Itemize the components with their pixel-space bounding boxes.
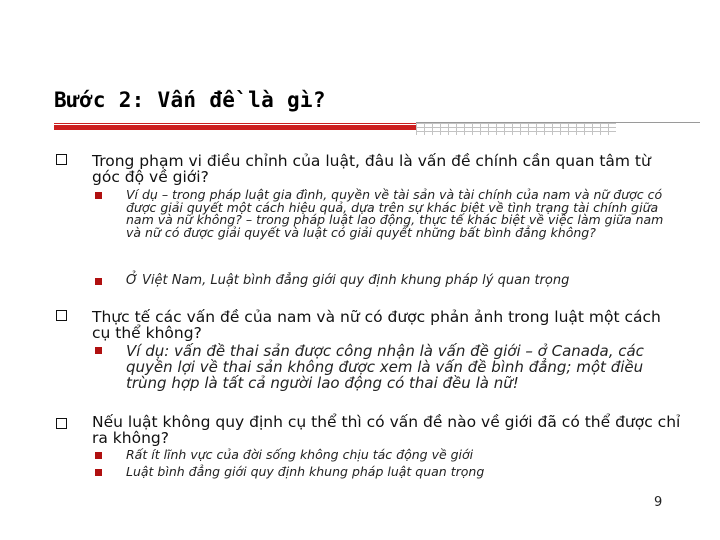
- title-divider: [54, 122, 700, 136]
- sub-bullet-text-3-1: Rất ít lĩnh vực của đời sống không chịu tác động về giới: [126, 447, 474, 462]
- square-bullet-icon: [95, 192, 102, 199]
- bullet-text-1: Trong phạm vi điều chỉnh của luật, đâu là vấn đề chính cần quan tâm từ góc độ về giới?: [92, 152, 651, 186]
- sub-bullet-text-1-2: Ở Việt Nam, Luật bình đẳng giới quy định khung pháp lý quan trọng: [126, 273, 570, 288]
- square-bullet-icon: [95, 452, 102, 459]
- square-bullet-icon: [95, 469, 102, 476]
- bullet-text-2: Thực tế các vấn đề của nam và nữ có được phản ảnh trong luật một cách cụ thể không?: [92, 308, 661, 342]
- divider-grey-pattern: [416, 123, 616, 135]
- hollow-square-bullet-icon: [56, 418, 67, 429]
- divider-red-bar: [54, 125, 416, 130]
- sub-bullet-text-3-2: Luật bình đẳng giới quy định khung pháp luật quan trọng: [126, 464, 485, 479]
- divider-red-line: [54, 123, 416, 124]
- sub-bullet-text-2-1: Ví dụ: vấn đề thai sản được công nhận là vấn đề giới – ở Canada, các quyền lợi về thai sản không được xem là vấn đề bình đẳng; một điều trùng hợp là tất cả người lao động có thai đều là nữ!: [126, 342, 644, 392]
- hollow-square-bullet-icon: [56, 310, 67, 321]
- bullet-text-3: Nếu luật không quy định cụ thể thì có vấn đề nào về giới đã có thể được chỉ ra không?: [92, 413, 681, 447]
- square-bullet-icon: [95, 347, 102, 354]
- slide-title: Bước 2: Vấn đề là gì?: [54, 88, 326, 112]
- square-bullet-icon: [95, 278, 102, 285]
- page-number: 9: [654, 495, 663, 510]
- hollow-square-bullet-icon: [56, 154, 67, 165]
- sub-bullet-text-1-1: Ví dụ – trong pháp luật gia đình, quyền về tài sản và tài chính của nam và nữ được có được giải quyết một cách hiệu quả, dựa trên sự khác biệt về tình trạng tài chính giữa nam và nữ không? – trong pháp luật lao động, thực tế khác biệt về việc làm giữa nam và nữ có được giải quyết và luật có giải quyết những bất bình đẳng không?: [126, 187, 664, 240]
